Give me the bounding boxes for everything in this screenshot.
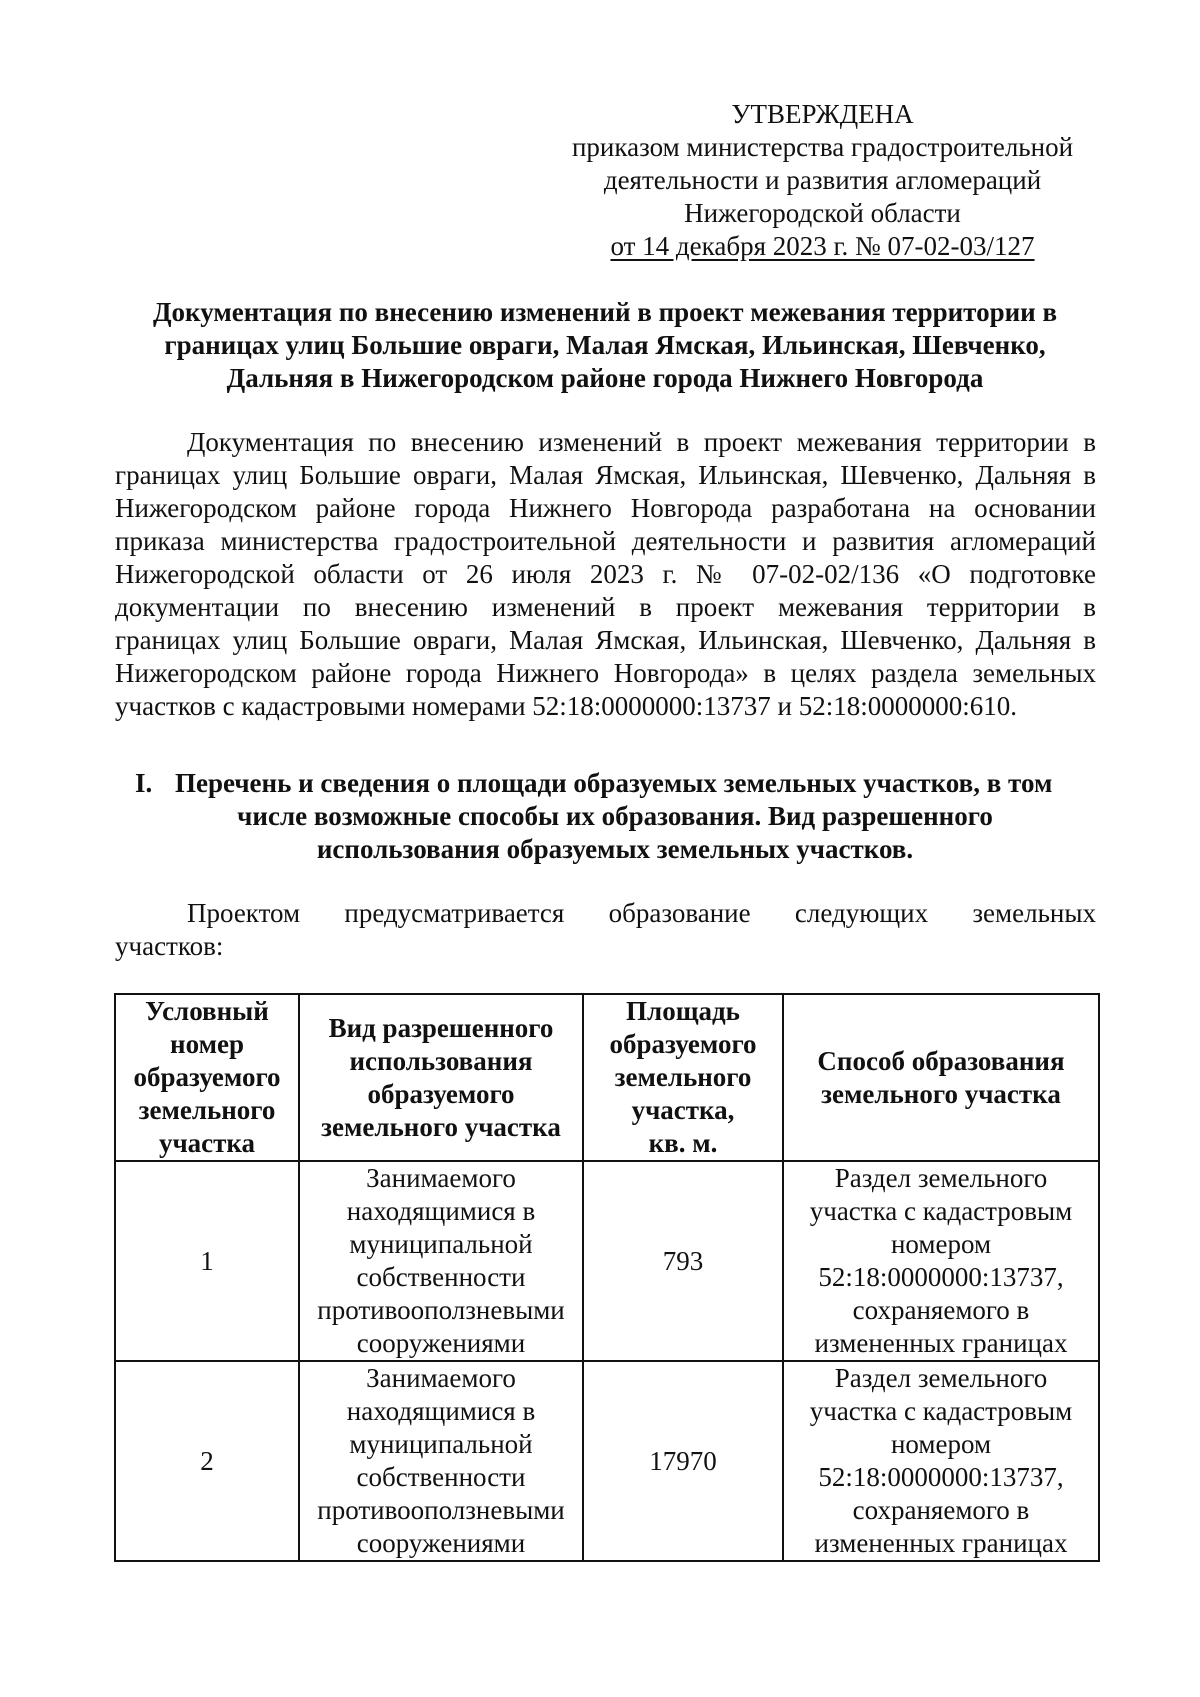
intro-line: Нижегородском районе города Нижнего Новгорода разработана на основании [115, 493, 1096, 523]
section-heading-line: использования образуемых земельных участков. [316, 834, 914, 864]
lead-line: Проектом предусматривается образование следующих земельных [187, 898, 1096, 928]
approval-date: от 14 декабря 2023 г. № 07-02-03/127 [610, 231, 1035, 261]
header-plot-number: Условный номер образуемого земельного участка [115, 994, 299, 1161]
section-number: I. [135, 768, 153, 798]
approval-stamp [555, 98, 1090, 263]
cell-formation-method: Раздел земельного участка с кадастровым номером 52:18:0000000:13737, сохраняемого в измененных границах [783, 1361, 1099, 1561]
cell-formation-method: Раздел земельного участка с кадастровым номером 52:18:0000000:13737, сохраняемого в измененных границах [783, 1161, 1099, 1361]
cell-area: 17970 [583, 1361, 783, 1561]
table-row [115, 1161, 1099, 1361]
cell-plot-number: 1 [115, 1161, 299, 1361]
document-title [110, 296, 1100, 395]
intro-paragraph [115, 426, 1096, 723]
cell-area: 793 [583, 1161, 783, 1361]
title-line: границах улиц Большие овраги, Малая Ямская, Ильинская, Шевченко, [164, 330, 1046, 360]
intro-line: Нижегородской области от 26 июля 2023 г. № 07-02-02/136 «О подготовке [115, 559, 1096, 589]
cell-plot-number: 2 [115, 1361, 299, 1561]
lead-paragraph [115, 897, 1096, 963]
cell-permitted-use: Занимаемого находящимися в муниципальной собственности противооползневыми сооружениями [299, 1361, 583, 1561]
approval-heading: УТВЕРЖДЕНА [731, 99, 914, 129]
table-header-row [115, 994, 1099, 1161]
approval-line: деятельности и развития агломераций [603, 165, 1042, 195]
lead-line: участков: [115, 931, 224, 961]
land-plots-table [114, 993, 1100, 1562]
approval-line: Нижегородской области [684, 198, 961, 228]
cell-permitted-use: Занимаемого находящимися в муниципальной собственности противооползневыми сооружениями [299, 1161, 583, 1361]
intro-line: приказа министерства градостроительной деятельности и развития агломераций [115, 526, 1096, 556]
section-heading-line: Перечень и сведения о площади образуемых земельных участков, в том [175, 768, 1053, 798]
intro-line: границах улиц Большие овраги, Малая Ямская, Ильинская, Шевченко, Дальняя в [115, 625, 1096, 655]
title-line: Документация по внесению изменений в проект межевания территории в [152, 297, 1058, 327]
header-area: Площадь образуемого земельного участка, кв. м. [583, 994, 783, 1161]
header-permitted-use: Вид разрешенного использования образуемого земельного участка [299, 994, 583, 1161]
approval-line: приказом министерства градостроительной [571, 132, 1074, 162]
intro-line: участков с кадастровыми номерами 52:18:0000000:13737 и 52:18:0000000:610. [115, 691, 1018, 721]
intro-line: Документация по внесению изменений в проект межевания территории в [187, 427, 1096, 457]
table-row [115, 1361, 1099, 1561]
intro-line: границах улиц Большие овраги, Малая Ямская, Ильинская, Шевченко, Дальняя в [115, 460, 1096, 490]
intro-line: документации по внесению изменений в проект межевания территории в [115, 592, 1096, 622]
title-line: Дальняя в Нижегородском районе города Нижнего Новгорода [226, 363, 984, 393]
header-formation-method: Способ образования земельного участка [783, 994, 1099, 1161]
intro-line: Нижегородском районе города Нижнего Новгорода» в целях раздела земельных [115, 658, 1096, 688]
section-heading [130, 767, 1100, 866]
section-heading-line: числе возможные способы их образования. Вид разрешенного [237, 801, 993, 831]
